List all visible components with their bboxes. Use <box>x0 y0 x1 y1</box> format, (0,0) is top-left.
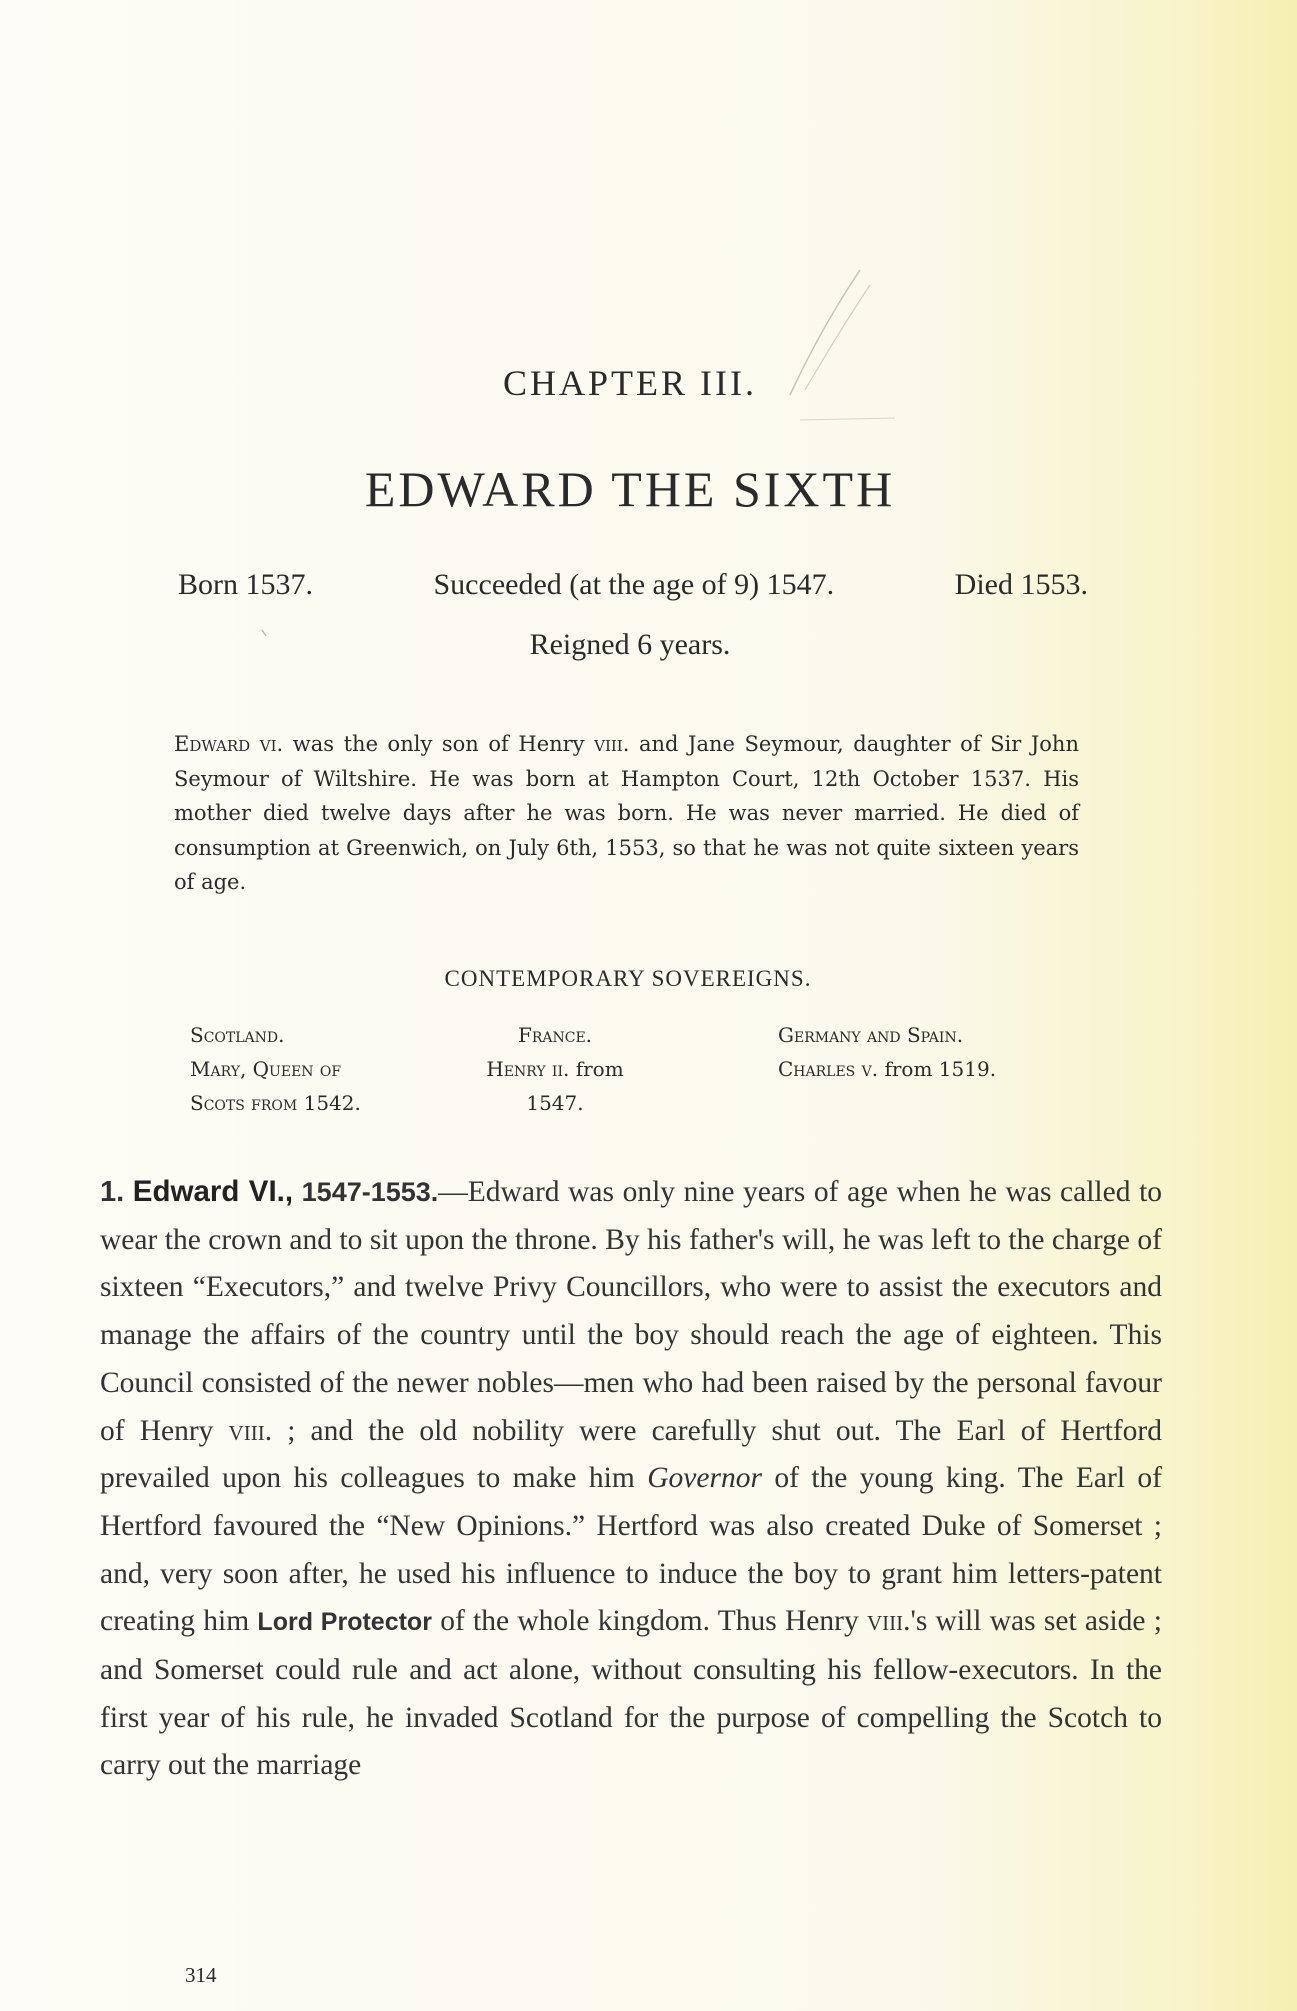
france-from: from <box>569 1057 624 1081</box>
sovereign-france <box>470 1018 640 1120</box>
intro-text-2: and Jane Seymour, daughter of Sir John Seymour of Wiltshire. He was born at Hampton Court, 12th October 1537. His mother died twelve days after he was born. He was never married. He died of consumption at Greenwich, on July 6th, 1553, so that he was not quite sixteen years of age. <box>174 732 1079 895</box>
succeeded-date: Succeeded (at the age of 9) 1547. <box>433 568 835 601</box>
section-number: 1. <box>100 1176 125 1208</box>
intro-king-name: Edward vi. <box>174 732 284 756</box>
section-king-name: Edward VI., <box>132 1175 294 1208</box>
scotland-line-2: Scots from 1542. <box>190 1091 361 1115</box>
section-henry-2: viii. <box>866 1605 911 1638</box>
page-number: 314 <box>185 1963 217 1987</box>
france-king: Henry ii. <box>486 1057 570 1081</box>
france-line-2: 1547. <box>526 1091 584 1115</box>
section-dates: 1547-1553. <box>301 1177 439 1207</box>
country-france: France. <box>517 1023 593 1047</box>
germany-king: Charles v. <box>778 1057 879 1081</box>
chapter-heading: CHAPTER III. <box>503 363 757 403</box>
sovereign-germany-spain <box>778 1018 996 1086</box>
germany-line-1 <box>778 1052 996 1086</box>
section-governor: Governor <box>647 1462 762 1495</box>
section-lord-protector: Lord Protector <box>257 1608 432 1637</box>
born-date: Born 1537. <box>178 568 313 601</box>
died-date: Died 1553. <box>954 568 1088 601</box>
country-scotland: Scotland. <box>190 1023 285 1047</box>
germany-from: from 1519. <box>878 1057 997 1081</box>
reign-length: Reigned 6 years. <box>529 628 731 661</box>
sovereigns-heading: CONTEMPORARY SOVEREIGNS. <box>444 966 812 991</box>
sovereign-scotland <box>190 1018 361 1120</box>
reign-dates <box>178 568 1088 602</box>
section-1-paragraph <box>100 1168 1162 1790</box>
section-text-4: of the whole kingdom. Thus Henry <box>431 1605 867 1638</box>
section-text-2: ; and the old nobility were carefully shut out. The Earl of Hertford prevailed upon his colleagues to make him <box>100 1414 1162 1495</box>
section-henry-1: viii. <box>228 1414 273 1447</box>
france-line-1 <box>470 1052 640 1086</box>
chapter-title: EDWARD THE SIXTH <box>364 461 896 517</box>
section-text-3: of the young king. The Earl of Hertford favoured the “New Opinions.” Hertford was also created Duke of Somerset ; and, very soon after, he used his influence to induce the boy to grant him letters-patent creating him <box>100 1462 1162 1638</box>
section-text-1: —Edward was only nine years of age when he was called to wear the crown and to sit upon the throne. By his father's will, he was left to the charge of sixteen “Executors,” and twelve Privy Councillors, who were to assist the executors and manage the affairs of the country until the boy should reach the age of eighteen. This Council consisted of the newer nobles—men who had been raised by the personal favour of Henry <box>100 1176 1163 1447</box>
section-text-5: 's will was set aside ; and Somerset could rule and act alone, without consulting his fellow-executors. In the first year of his rule, he invaded Scotland for the purpose of compelling the Scotch to carry out the marriage <box>100 1605 1162 1782</box>
intro-paragraph <box>174 727 1079 900</box>
country-germany-spain: Germany and Spain. <box>778 1023 964 1047</box>
intro-henry: viii. <box>594 732 630 756</box>
intro-text-1: was the only son of Henry <box>283 732 595 756</box>
scotland-line-1: Mary, Queen of <box>190 1057 342 1081</box>
